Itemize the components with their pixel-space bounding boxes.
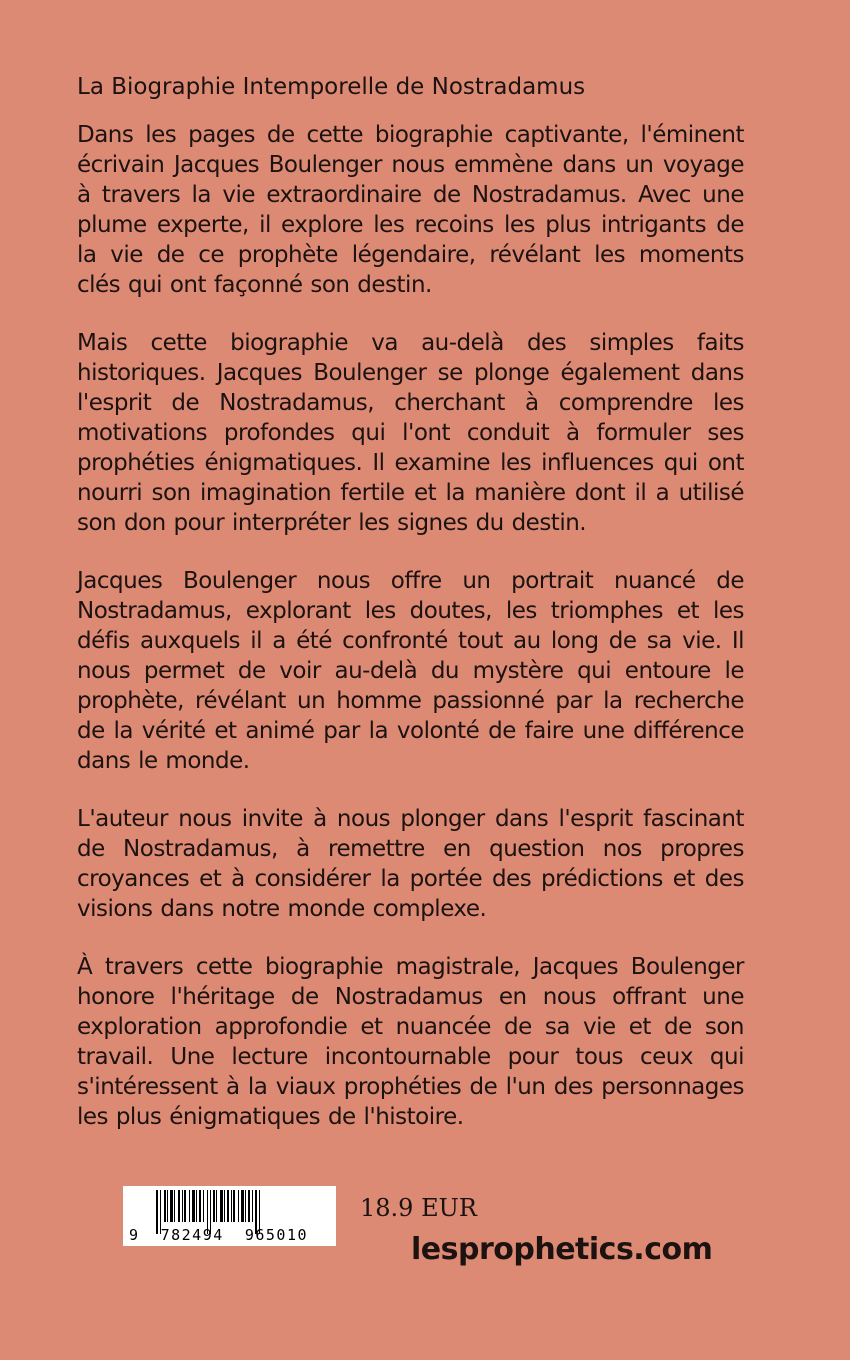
isbn-barcode bbox=[123, 1186, 336, 1246]
paragraph-5: À travers cette biographie magistrale, Jacques Boulenger honore l'héritage de Nostradamus en nous offrant une exploration approfondie et nuancée de sa vie et de son travail. Une lecture incontournable pour tous ceux qui s'intéressent à la viaux prophéties de l'un des personnages les plus énigmatiques de l'histoire. bbox=[77, 954, 744, 1130]
paragraph-3: Jacques Boulenger nous offre un portrait nuancé de Nostradamus, explorant les doutes, les triomphes et les défis auxquels il a été confronté tout au long de sa vie. Il nous permet de voir au-delà du mystère qui entoure le prophète, révélant un homme passionné par la recherche de la vérité et animé par la volonté de faire une différence dans le monde. bbox=[77, 568, 744, 774]
paragraph-2: Mais cette biographie va au-delà des simples faits historiques. Jacques Boulenger se plonge également dans l'esprit de Nostradamus, cherchant à comprendre les motivations profondes qui l'ont conduit à formuler ses prophéties énigmatiques. Il examine les influences qui ont nourri son imagination fertile et la manière dont il a utilisé son don pour interpréter les signes du destin. bbox=[77, 330, 744, 536]
website-link[interactable]: lesprophetics.com bbox=[411, 1232, 713, 1267]
price-label: 18.9 EUR bbox=[360, 1194, 477, 1222]
paragraph-4: L'auteur nous invite à nous plonger dans l'esprit fascinant de Nostradamus, à remettre en question nos propres croyances et à considérer la portée des prédictions et des visions dans notre monde complexe. bbox=[77, 806, 744, 922]
paragraph-1: Dans les pages de cette biographie captivante, l'éminent écrivain Jacques Boulenger nous emmène dans un voyage à travers la vie extraordinaire de Nostradamus. Avec une plume experte, il explore les recoins les plus intrigants de la vie de ce prophète légendaire, révélant les moments clés qui ont façonné son destin. bbox=[77, 122, 744, 298]
book-title: La Biographie Intemporelle de Nostradamus bbox=[77, 74, 586, 100]
barcode-bars bbox=[156, 1190, 326, 1226]
back-cover-text bbox=[77, 72, 744, 1160]
isbn-number: 9 782494 965010 bbox=[129, 1226, 309, 1244]
